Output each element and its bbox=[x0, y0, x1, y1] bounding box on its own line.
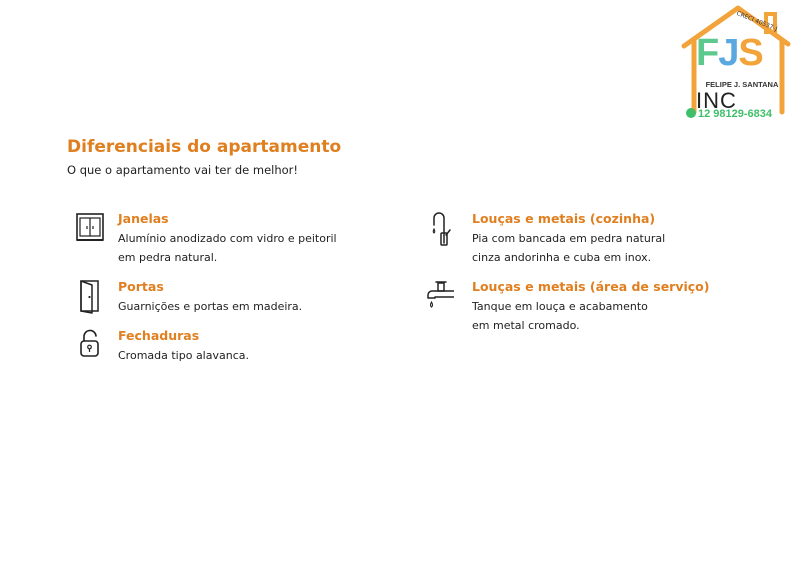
section-subtitle: O que o apartamento vai ter de melhor! bbox=[67, 163, 298, 177]
logo-name: FELIPE J. SANTANA bbox=[705, 80, 779, 89]
feature-description bbox=[118, 297, 302, 316]
company-logo bbox=[676, 4, 800, 122]
feature-description bbox=[118, 229, 337, 267]
feature-title: Fechaduras bbox=[118, 328, 200, 343]
feature-description-line: cinza andorinha e cuba em inox. bbox=[472, 251, 652, 264]
feature-description-line: Tanque em louça e acabamento bbox=[472, 300, 648, 313]
window-icon bbox=[76, 211, 106, 247]
logo-letters bbox=[696, 34, 763, 72]
kitchen-faucet-icon bbox=[430, 211, 460, 247]
whatsapp-icon bbox=[686, 108, 696, 118]
section-title: Diferenciais do apartamento bbox=[67, 137, 342, 157]
logo-letter-s: S bbox=[738, 32, 763, 74]
lock-icon bbox=[76, 328, 106, 364]
laundry-faucet-icon bbox=[426, 279, 456, 315]
creci-label: CRECI 40537-J bbox=[735, 10, 779, 33]
feature-description bbox=[118, 346, 249, 365]
feature-description-line: Pia com bancada em pedra natural bbox=[472, 232, 666, 245]
feature-title: Janelas bbox=[118, 211, 169, 226]
feature-title: Portas bbox=[118, 279, 164, 294]
logo-phone bbox=[686, 108, 772, 120]
logo-letter-j: J bbox=[718, 32, 739, 74]
logo-letter-f: F bbox=[696, 32, 719, 74]
feature-title: Louças e metais (cozinha) bbox=[472, 211, 656, 226]
feature-description-line: Guarnições e portas em madeira. bbox=[118, 300, 303, 313]
phone-number: 12 98129-6834 bbox=[698, 108, 773, 120]
door-icon bbox=[76, 279, 106, 315]
feature-description-line: em metal cromado. bbox=[472, 319, 580, 332]
logo-inc: INC bbox=[696, 88, 737, 113]
feature-description-line: em pedra natural. bbox=[118, 251, 218, 264]
feature-description bbox=[472, 297, 648, 335]
feature-title: Louças e metais (área de serviço) bbox=[472, 279, 710, 294]
feature-description-line: Cromada tipo alavanca. bbox=[118, 349, 249, 362]
feature-description-line: Alumínio anodizado com vidro e peitoril bbox=[118, 232, 337, 245]
feature-description bbox=[472, 229, 665, 267]
